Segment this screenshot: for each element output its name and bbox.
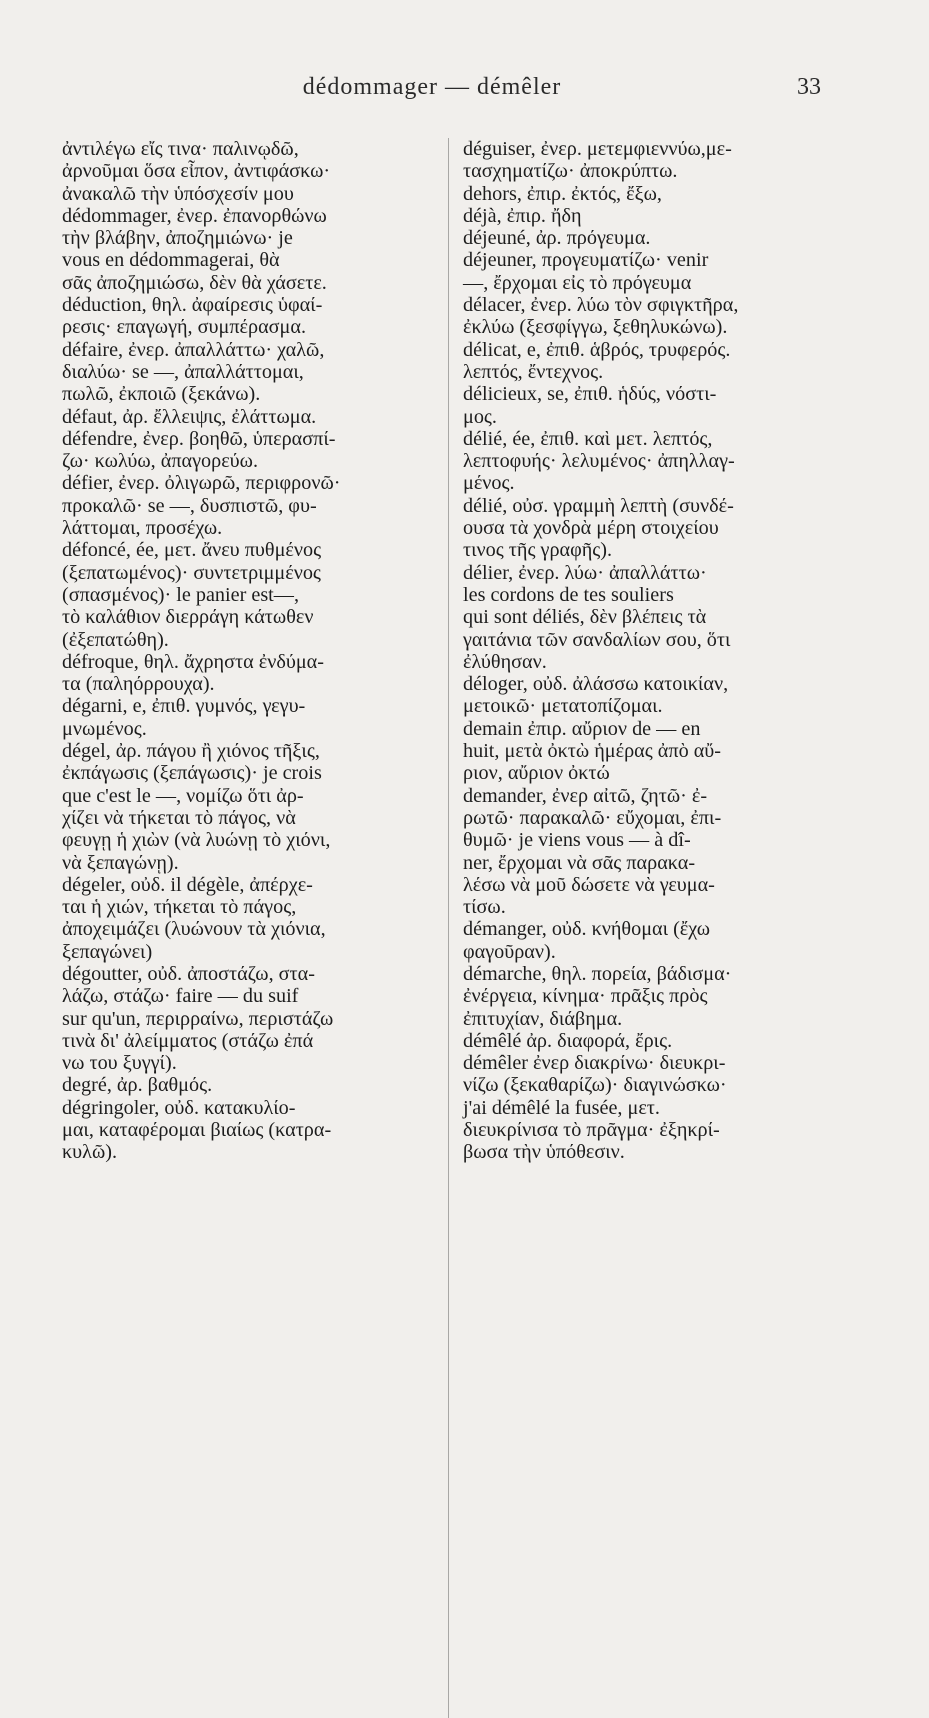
running-head: dédommager — démêler (302, 74, 562, 100)
dictionary-line: degré, ἀρ. βαθμός. (62, 1074, 213, 1097)
dictionary-line: ἀρνοῦμαι ὅσα εἶπον, ἀντιφάσκω· (62, 160, 331, 183)
dictionary-line: τασχηματίζω· ἀποκρύπτω. (463, 160, 678, 183)
dictionary-line: τινος τῆς γραφῆς). (463, 539, 613, 562)
dictionary-line: démarche, θηλ. πορεία, βάδισμα· (463, 962, 732, 985)
dictionary-line: ἐκλύω (ξεσφίγγω, ξεθηλυκώνω). (463, 316, 728, 339)
dictionary-line: νίζω (ξεκαθαρίζω)· διαγινώσκω· (463, 1074, 727, 1097)
dictionary-line: ουσα τὰ χονδρὰ μέρη στοιχείου (463, 517, 719, 540)
dictionary-line: vous en dédommagerai, θὰ (62, 249, 280, 272)
dictionary-line: démêler ἐνερ διακρίνω· διευκρι- (463, 1052, 726, 1075)
dictionary-line: défendre, ἐνερ. βοηθῶ, ὑπερασπί- (62, 427, 336, 450)
column-divider (448, 138, 449, 1718)
dictionary-line: délié, οὐσ. γραμμὴ λεπτὴ (συνδέ- (463, 494, 734, 517)
dictionary-line: ἐνέργεια, κίνημα· πρᾶξις πρὸς (463, 985, 708, 1008)
dictionary-line: φευγῃ ἡ χιὼν (νὰ λυώνῃ τὸ χιόνι, (62, 829, 331, 852)
dictionary-line: ἐκπάγωσις (ξεπάγωσις)· je crois (62, 762, 322, 785)
dictionary-line: λάττομαι, προσέχω. (62, 517, 223, 540)
dictionary-line: démêlé ἀρ. διαφορά, ἔρις. (463, 1029, 673, 1052)
dictionary-line: τὴν βλάβην, ἀποζημιώνω· je (62, 227, 293, 250)
dictionary-line: λέσω νὰ μοῦ δώσετε νὰ γευμα- (463, 873, 715, 896)
dictionary-line: κυλῶ). (62, 1141, 118, 1164)
dictionary-line: dégarni, e, ἐπιθ. γυμνός, γεγυ- (62, 695, 306, 718)
dictionary-line: διευκρίνισα τὸ πρᾶγμα· ἐξηκρί- (463, 1119, 720, 1142)
dictionary-line: huit, μετὰ ὀκτὼ ἡμέρας ἀπὸ αὔ- (463, 740, 722, 763)
dictionary-line: démanger, οὐδ. κνήθομαι (ἔχω (463, 918, 711, 941)
dictionary-line: défaut, ἀρ. ἔλλειψις, ἐλάττωμα. (62, 405, 317, 428)
dictionary-line: φαγοῦραν). (463, 940, 556, 963)
dictionary-line: νω του ξυγγί). (62, 1052, 177, 1075)
page-number: 33 (797, 74, 821, 100)
dictionary-line: (ξεπατωμένος)· συντετριμμένος (62, 561, 321, 584)
dictionary-line: délacer, ἐνερ. λύω τὸν σφιγκτῆρα, (463, 294, 739, 317)
dictionary-line: les cordons de tes souliers (463, 583, 674, 606)
dictionary-line: σᾶς ἀποζημιώσω, δὲν θὰ χάσετε. (62, 271, 327, 294)
dictionary-line: délicat, e, ἐπιθ. ἁβρός, τρυφερός. (463, 338, 731, 361)
dictionary-line: déjà, ἐπιρ. ἤδη (463, 204, 582, 227)
dictionary-line: ρεσις· επαγωγή, συμπέρασμα. (62, 316, 307, 339)
dictionary-line: βωσα τὴν ὑπόθεσιν. (463, 1141, 625, 1164)
dictionary-line: ἐλύθησαν. (463, 650, 547, 673)
dictionary-line: μαι, καταφέρομαι βιαίως (κατρα- (62, 1119, 332, 1142)
dictionary-line: θυμῶ· je viens vous — à dî- (463, 829, 691, 852)
dictionary-line: défoncé, ée, μετ. ἄνευ πυθμένος (62, 539, 322, 562)
dictionary-line: τίσω. (463, 896, 506, 919)
dictionary-line: sur qu'un, περιρραίνω, περιστάζω (62, 1007, 334, 1030)
dictionary-line: j'ai démêlé la fusée, μετ. (463, 1096, 660, 1119)
dictionary-line: λάζω, στάζω· faire — du suif (62, 985, 299, 1008)
dictionary-line: (σπασμένος)· le panier est—, (62, 583, 300, 606)
dictionary-line: μνωμένος. (62, 717, 147, 740)
dictionary-line: dégel, ἀρ. πάγου ἢ χιόνος τῆξις, (62, 740, 320, 763)
left-column (62, 138, 430, 1164)
dictionary-line: déduction, θηλ. ἀφαίρεσις ὑφαί- (62, 294, 323, 317)
dictionary-line: déloger, οὐδ. ἀλάσσω κατοικίαν, (463, 673, 729, 696)
dictionary-line: ἐπιτυχίαν, διάβημα. (463, 1007, 623, 1030)
dictionary-line: délier, ἐνερ. λύω· ἀπαλλάττω· (463, 561, 707, 584)
dictionary-line: délié, ée, ἐπιθ. καὶ μετ. λεπτός, (463, 427, 713, 450)
dictionary-line: demander, ἐνερ αἰτῶ, ζητῶ· ἐ- (463, 784, 708, 807)
dictionary-line: déguiser, ἐνερ. μετεμφιεννύω,με- (463, 138, 732, 160)
dictionary-line: (ἐξεπατώθη). (62, 628, 169, 651)
dictionary-line: γαιτάνια τῶν σανδαλίων σου, ὅτι (463, 628, 731, 651)
dictionary-line: déjeuné, ἀρ. πρόγευμα. (463, 227, 651, 250)
dictionary-line: qui sont déliés, δὲν βλέπεις τὰ (463, 606, 707, 629)
dictionary-line: νὰ ξεπαγώνῃ). (62, 851, 179, 874)
dictionary-line: μος. (463, 405, 497, 428)
dictionary-line: ρωτῶ· παρακαλῶ· εὔχομαι, ἐπι- (463, 806, 722, 829)
dictionary-line: πωλῶ, ἐκποιῶ (ξεκάνω). (62, 383, 261, 406)
dictionary-line: ner, ἔρχομαι νὰ σᾶς παρακα- (463, 851, 696, 874)
dictionary-line: dégeler, οὐδ. il dégèle, ἀπέρχε- (62, 873, 313, 896)
dictionary-line: déjeuner, προγευματίζω· venir (463, 249, 709, 272)
dictionary-line: διαλύω· se —, ἀπαλλάττομαι, (62, 360, 304, 383)
dictionary-line: τα (παληόρρουχα). (62, 673, 215, 696)
page-header (0, 70, 929, 110)
dictionary-line: défier, ἐνερ. ὀλιγωρῶ, περιφρονῶ· (62, 472, 341, 495)
dictionary-line: dehors, ἐπιρ. ἐκτός, ἔξω, (463, 182, 662, 205)
dictionary-line: ξεπαγώνει) (62, 940, 153, 963)
dictionary-line: ται ἡ χιών, τήκεται τὸ πάγος, (62, 896, 297, 919)
dictionary-line: ἀνακαλῶ τὴν ὑπόσχεσίν μου (62, 182, 294, 205)
right-column (463, 138, 831, 1164)
dictionary-line: ἀντιλέγω εἴς τινα· παλινῳδῶ, (62, 138, 299, 160)
dictionary-line: dédommager, ἐνερ. ἐπανορθώνω (62, 204, 327, 227)
dictionary-line: χίζει νὰ τήκεται τὸ πάγος, νὰ (62, 806, 296, 829)
dictionary-line: ἀποχειμάζει (λυώνουν τὰ χιόνια, (62, 918, 326, 941)
dictionary-line: μετοικῶ· μετατοπίζομαι. (463, 695, 663, 718)
dictionary-line: dégoutter, οὐδ. ἀποστάζω, στα- (62, 962, 315, 985)
dictionary-line: défaire, ἐνερ. ἀπαλλάττω· χαλῶ, (62, 338, 325, 361)
dictionary-line: défroque, θηλ. ἄχρηστα ἐνδύμα- (62, 650, 324, 673)
dictionary-line: demain ἐπιρ. αὔριον de — en (463, 717, 701, 740)
dictionary-line: que c'est le —, νομίζω ὅτι ἀρ- (62, 784, 304, 807)
dictionary-line: τινὰ δι' ἀλείμματος (στάζω ἐπά (62, 1029, 314, 1052)
dictionary-line: —, ἔρχομαι εἰς τὸ πρόγευμα (463, 271, 692, 294)
dictionary-line: délicieux, se, ἐπιθ. ἡδύς, νόστι- (463, 383, 717, 406)
dictionary-line: προκαλῶ· se —, δυσπιστῶ, φυ- (62, 494, 317, 517)
dictionary-line: λεπτός, ἔντεχνος. (463, 360, 604, 383)
dictionary-line: ριον, αὔριον ὀκτώ (463, 762, 610, 785)
dictionary-line: τὸ καλάθιον διερράγη κάτωθεν (62, 606, 314, 629)
dictionary-line: ζω· κωλύω, ἀπαγορεύω. (62, 450, 259, 473)
dictionary-line: λεπτοφυής· λελυμένος· ἀπηλλαγ- (463, 450, 735, 473)
dictionary-line: μένος. (463, 472, 515, 495)
dictionary-line: dégringoler, οὐδ. κατακυλίο- (62, 1096, 296, 1119)
